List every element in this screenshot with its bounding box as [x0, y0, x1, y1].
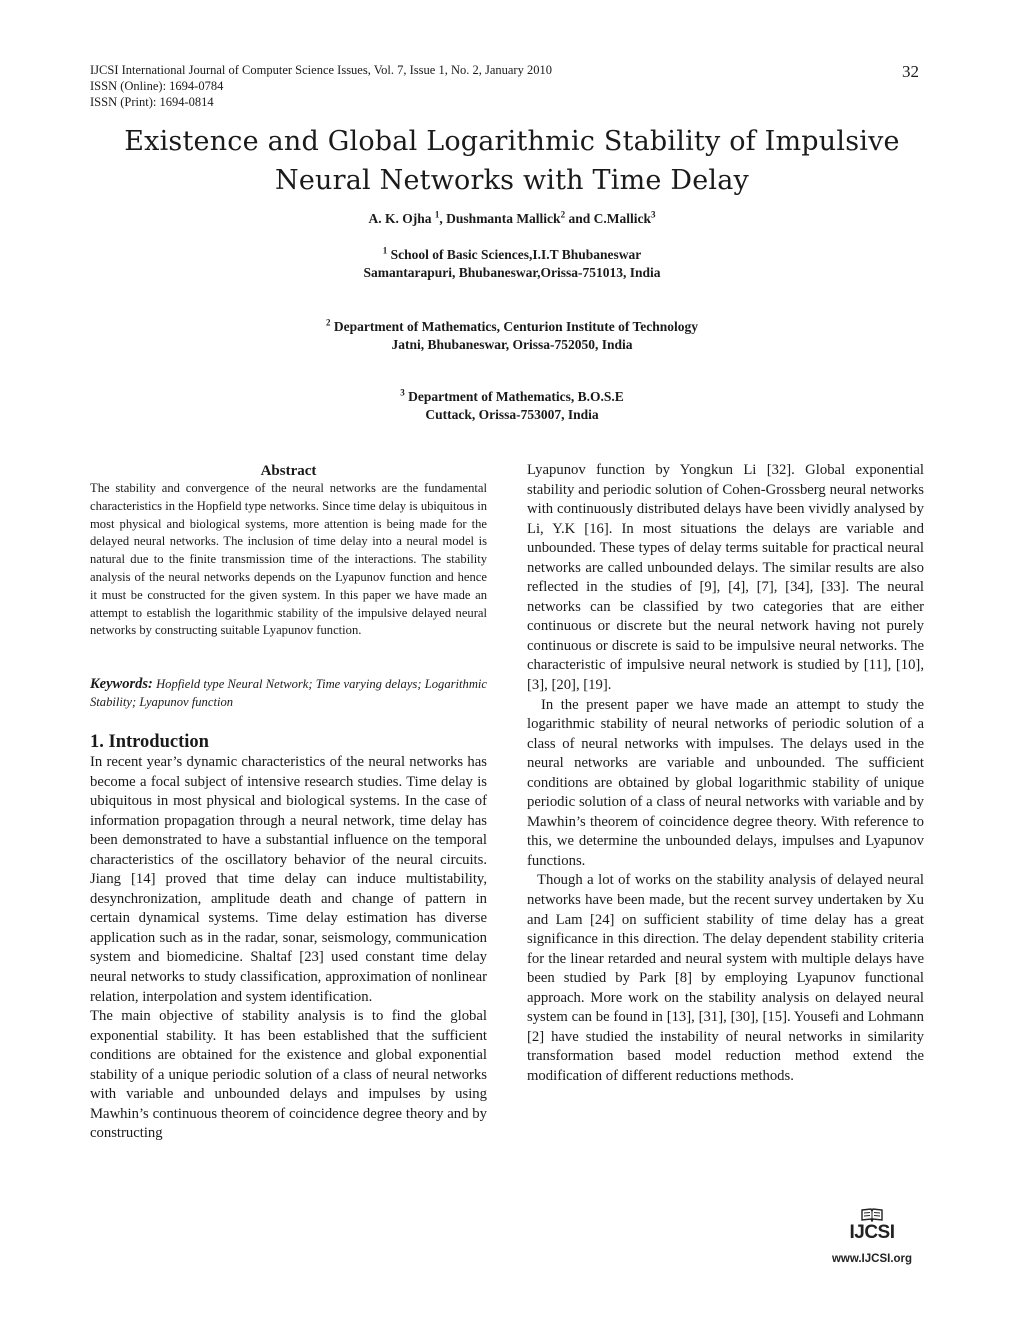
- abstract-heading: Abstract: [260, 463, 317, 479]
- author-name: A. K. Ojha: [368, 211, 432, 226]
- intro-right-column: [527, 461, 924, 1087]
- intro-left-column: [90, 753, 487, 1144]
- affiliation-line: Cuttack, Orissa-753007, India: [425, 407, 599, 422]
- paragraph: In the present paper we have made an attempt to study the logarithmic stability of neural networks of periodic solution of a class of neural networks with impulses. The delays used in the neural networks are variable and unbounded. The sufficient conditions are obtained by global logarithmic stability of unique periodic solution of a class of neural networks with variable and by Mawhin’s theorem of coincidence degree theory. With reference to this, we determine the unbounded delays, impulses and Lyapunov functions.: [527, 696, 924, 869]
- title-line-1: Existence and Global Logarithmic Stability of Impulsive: [124, 126, 900, 157]
- keywords-label: Keywords:: [90, 676, 153, 692]
- affiliation-sup: 3: [400, 387, 405, 398]
- paragraph: Lyapunov function by Yongkun Li [32]. Global exponential stability and periodic solution of Cohen-Grossberg neural networks with continuously distributed delays have been vividly analysed by Li, Y.K [16]. In most situations the delays are variable and unbounded. These types of delay terms suitable for practical neural networks are called unbounded delays. The similar results are also reflected in the studies of [9], [4], [7], [34], [33]. The neural networks can be classified by two categories that are either continuous or discrete but the neural network having not purely continuous or discrete is said to be impulsive neural networks. The characteristic of impulsive neural network is studied by [11], [10], [3], [20], [19].: [527, 462, 924, 694]
- author-sup: 1: [434, 209, 440, 220]
- author-list: [150, 210, 874, 228]
- journal-header: IJCSI International Journal of Computer Science Issues, Vol. 7, Issue 1, No. 2, January 2010: [90, 63, 552, 77]
- logo-text: IJCSI: [849, 1222, 895, 1243]
- affiliation-line: Department of Mathematics, Centurion Institute of Technology: [333, 319, 698, 334]
- paragraph: Though a lot of works on the stability analysis of delayed neural networks have been made, but the recent survey undertaken by Xu and Lam [24] on sufficient stability of time delay has a great significance in this direction. The delay dependent stability criteria for the linear retarded and neural system with multiple delays have been studied by Park [8] by employing Lyapunov functional approach. More work on the stability analysis on delayed neural system can be found in [13], [31], [30], [15]. Yousefi and Lohmann [2] have studied the instability of neural networks in similarity transformation based model reduction method extend the modification of different reductions methods.: [527, 872, 924, 1084]
- section-heading: 1. Introduction: [90, 732, 209, 752]
- paragraph: In recent year’s dynamic characteristics of the neural networks has become a focal subject of intensive research studies. Time delay is ubiquitous in most physical and biological systems. In the case of information propagation through a neural network, time delay has been demonstrated to have a substantial influence on the temporal characteristics of the oscillatory behavior of the neural circuits. Jiang [14] proved that time delay can induce multistability, desynchronization, amplitude death and change of pattern in certain dynamical systems. Time delay estimation has diverse application such as in the radar, sonar, seismology, communication system and biomedicine. Shaltaf [23] used constant time delay neural networks to study classification, approximation of nonlinear relation, interpolation and system identification.: [90, 754, 487, 1005]
- affiliation: [150, 388, 874, 424]
- affiliation-line: Jatni, Bhubaneswar, Orissa-752050, India: [391, 337, 633, 352]
- author-name: and C.Mallick: [565, 211, 651, 226]
- keywords: [90, 676, 487, 712]
- author-name: , Dushmanta Mallick: [439, 211, 561, 226]
- book-icon: [861, 1208, 883, 1222]
- abstract-body: The stability and convergence of the neural networks are the fundamental characteristics in the Hopfield type networks. Since time delay is ubiquitous in most physical and biological systems, more attention is being made for the delayed neural networks. The inclusion of time delay into a neural model is natural due to the finite transmission time of the interactions. The stability analysis of the neural networks depends on the Lyapunov function and hence it must be constructed for the given system. In this paper we have made an attempt to establish the logarithmic stability of the impulsive delayed neural networks by constructing suitable Lyapunov function.: [90, 481, 487, 638]
- affiliation-sup: 1: [382, 245, 388, 256]
- author-sup: 2: [560, 209, 566, 220]
- affiliation-line: School of Basic Sciences,I.I.T Bhubaneswar: [390, 247, 642, 262]
- affiliation: [150, 246, 874, 282]
- affiliation-sup: 2: [326, 317, 331, 328]
- paper-title: [60, 122, 964, 200]
- logo-url[interactable]: www.IJCSI.org: [831, 1253, 913, 1265]
- keywords-text: Hopfield type Neural Network; Time varying delays; Logarithmic Stability; Lyapunov function: [90, 677, 488, 709]
- paragraph: The main objective of stability analysis is to find the global exponential stability. It has been established that the sufficient conditions are obtained for the existence and global exponential stability of a unique periodic solution of a class of neural networks with variable and unbounded delays and impulses by using Mawhin’s continuous theorem of coincidence degree theory and by constructing: [90, 1008, 487, 1142]
- author-sup: 3: [650, 209, 656, 220]
- page-number: 32: [902, 62, 919, 81]
- issn-online: ISSN (Online): 1694-0784: [90, 79, 224, 93]
- affiliation-line: Department of Mathematics, B.O.S.E: [408, 389, 624, 404]
- affiliation-line: Samantarapuri, Bhubaneswar,Orissa-751013, India: [363, 265, 661, 280]
- ijcsi-logo: [820, 1208, 924, 1265]
- title-line-2: Neural Networks with Time Delay: [275, 165, 749, 196]
- issn-print: ISSN (Print): 1694-0814: [90, 95, 214, 109]
- affiliation: [150, 318, 874, 354]
